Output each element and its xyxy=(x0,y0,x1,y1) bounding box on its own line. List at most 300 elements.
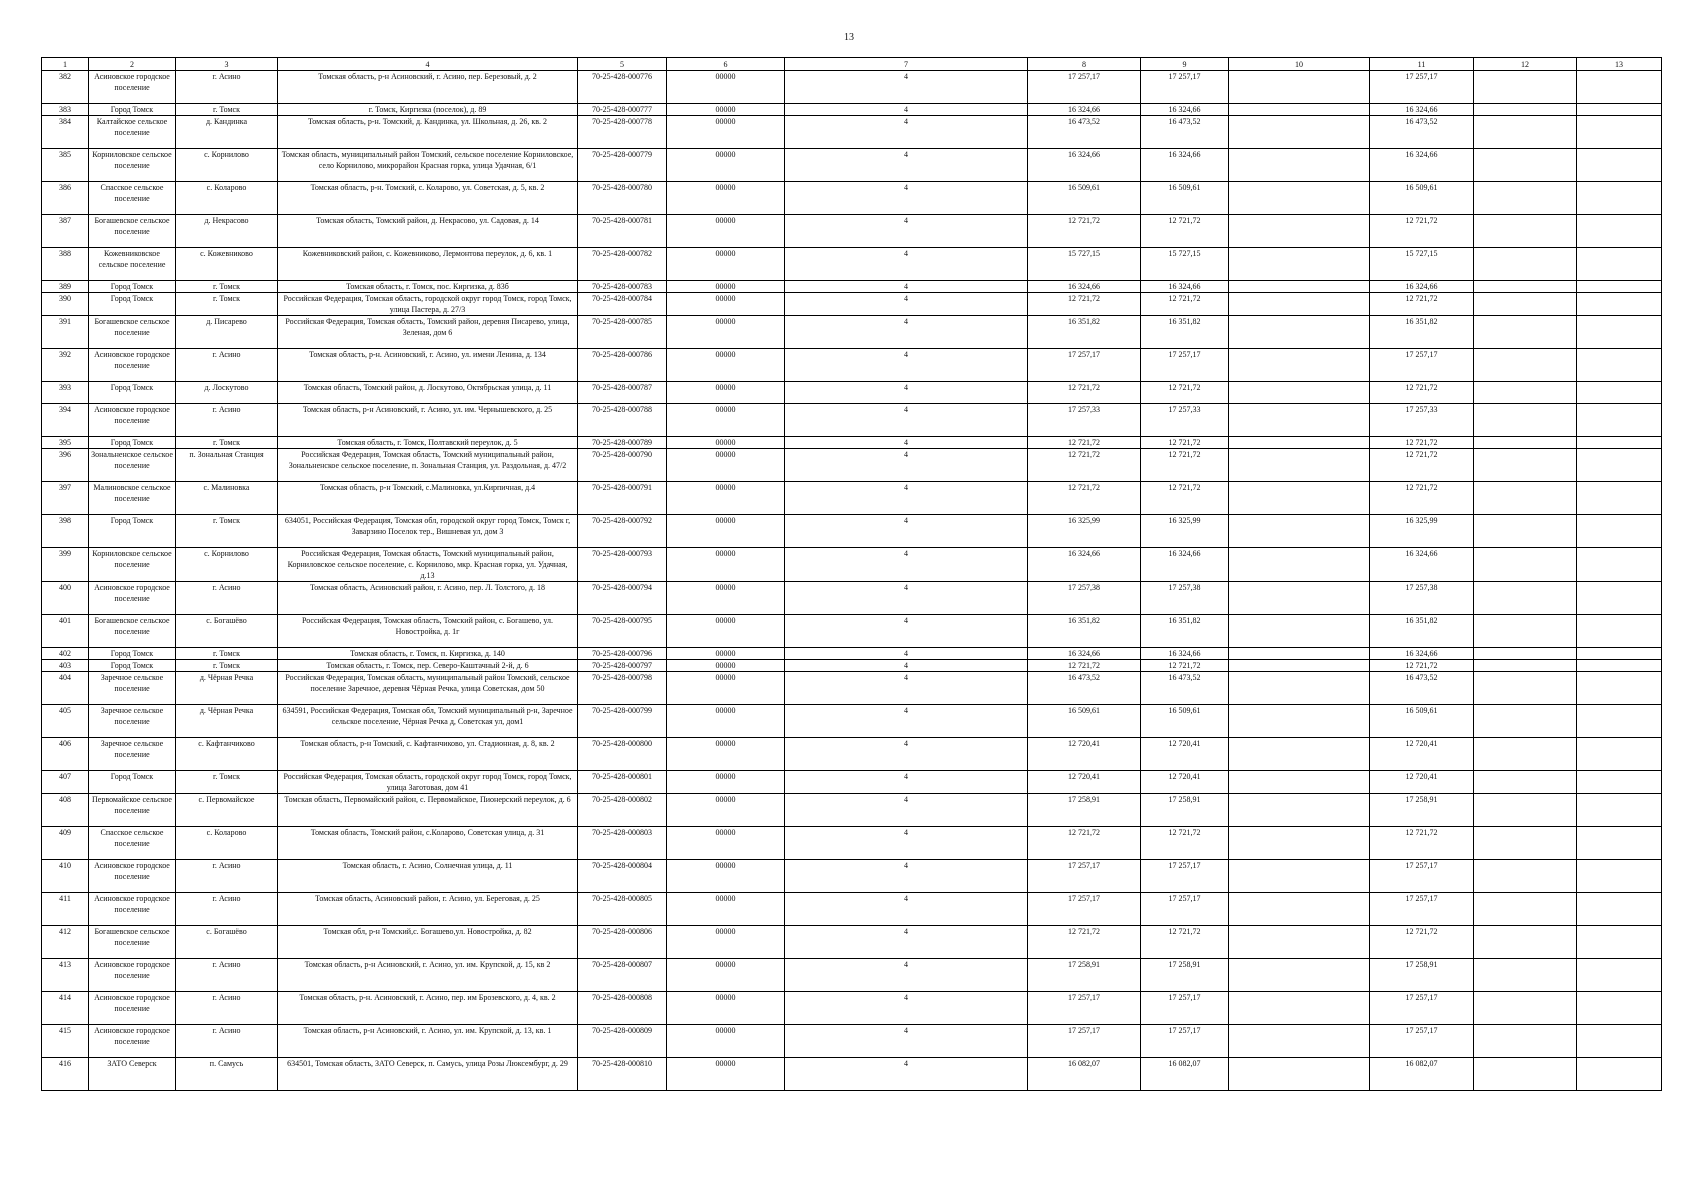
category-cell: 4 xyxy=(785,182,1028,215)
address-cell: Кожевниковский район, с. Кожевниково, Лермонтова переулок, д. 6, кв. 1 xyxy=(278,248,578,281)
code-00000-cell: 00000 xyxy=(667,1025,785,1058)
code-00000-cell: 00000 xyxy=(667,705,785,738)
table-row xyxy=(42,404,1662,437)
amount-col11-cell: 16 324,66 xyxy=(1370,104,1474,116)
address-cell: Томская область, р-н Асиновский, г. Асино, ул. им. Крупской, д. 15, кв 2 xyxy=(278,959,578,992)
value-col13-cell xyxy=(1577,449,1662,482)
settlement-cell: г. Асино xyxy=(176,1025,278,1058)
category-cell: 4 xyxy=(785,959,1028,992)
value-col12-cell xyxy=(1474,648,1577,660)
address-cell: Томская область, р-н Томский, с.Малиновка, ул.Кирпичная, д.4 xyxy=(278,482,578,515)
table-row xyxy=(42,182,1662,215)
amount-col11-cell: 17 257,17 xyxy=(1370,893,1474,926)
category-cell: 4 xyxy=(785,515,1028,548)
code-00000-cell: 00000 xyxy=(667,1058,785,1091)
amount-col8-cell: 15 727,15 xyxy=(1028,248,1141,281)
value-col12-cell xyxy=(1474,672,1577,705)
settlement-cell: г. Асино xyxy=(176,404,278,437)
table-row xyxy=(42,548,1662,582)
value-col10-cell xyxy=(1229,959,1370,992)
address-cell: Томская область, г. Томск, пер. Северо-Каштачный 2-й, д. 6 xyxy=(278,660,578,672)
code-00000-cell: 00000 xyxy=(667,548,785,582)
table-row xyxy=(42,1058,1662,1091)
value-col13-cell xyxy=(1577,149,1662,182)
value-col10-cell xyxy=(1229,705,1370,738)
table-row xyxy=(42,672,1662,705)
code-00000-cell: 00000 xyxy=(667,992,785,1025)
amount-col8-cell: 12 721,72 xyxy=(1028,437,1141,449)
amount-col9-cell: 17 257,17 xyxy=(1141,71,1229,104)
amount-col11-cell: 17 257,17 xyxy=(1370,1025,1474,1058)
value-col12-cell xyxy=(1474,548,1577,582)
address-cell: Томская область, р-н. Асиновский, г. Асино, пер. им Брозевского, д. 4, кв. 2 xyxy=(278,992,578,1025)
row-number-cell: 400 xyxy=(42,582,89,615)
amount-col9-cell: 16 082,07 xyxy=(1141,1058,1229,1091)
amount-col11-cell: 16 325,99 xyxy=(1370,515,1474,548)
municipality-cell: Город Томск xyxy=(89,771,176,794)
municipality-cell: Город Томск xyxy=(89,104,176,116)
amount-col11-cell: 17 257,17 xyxy=(1370,992,1474,1025)
amount-col8-cell: 16 324,66 xyxy=(1028,281,1141,293)
table-row xyxy=(42,660,1662,672)
value-col10-cell xyxy=(1229,349,1370,382)
value-col13-cell xyxy=(1577,1025,1662,1058)
value-col12-cell xyxy=(1474,71,1577,104)
municipality-cell: Город Томск xyxy=(89,660,176,672)
value-col12-cell xyxy=(1474,926,1577,959)
registry-code-cell: 70-25-428-000802 xyxy=(578,794,667,827)
amount-col11-cell: 17 257,17 xyxy=(1370,860,1474,893)
municipality-cell: Город Томск xyxy=(89,293,176,316)
table-row xyxy=(42,293,1662,316)
settlement-cell: г. Асино xyxy=(176,582,278,615)
value-col13-cell xyxy=(1577,582,1662,615)
category-cell: 4 xyxy=(785,1025,1028,1058)
amount-col11-cell: 16 351,82 xyxy=(1370,615,1474,648)
value-col13-cell xyxy=(1577,548,1662,582)
row-number-cell: 391 xyxy=(42,316,89,349)
value-col10-cell xyxy=(1229,437,1370,449)
address-cell: Российская Федерация, Томская область, Томский район, с. Богашево, ул. Новостройка, д. 1г xyxy=(278,615,578,648)
code-00000-cell: 00000 xyxy=(667,648,785,660)
code-00000-cell: 00000 xyxy=(667,893,785,926)
column-header: 5 xyxy=(578,58,667,71)
category-cell: 4 xyxy=(785,794,1028,827)
settlement-cell: п. Зональная Станция xyxy=(176,449,278,482)
category-cell: 4 xyxy=(785,660,1028,672)
value-col12-cell xyxy=(1474,515,1577,548)
registry-code-cell: 70-25-428-000792 xyxy=(578,515,667,548)
code-00000-cell: 00000 xyxy=(667,281,785,293)
value-col10-cell xyxy=(1229,672,1370,705)
value-col13-cell xyxy=(1577,893,1662,926)
code-00000-cell: 00000 xyxy=(667,615,785,648)
amount-col8-cell: 17 257,17 xyxy=(1028,992,1141,1025)
value-col13-cell xyxy=(1577,248,1662,281)
row-number-cell: 389 xyxy=(42,281,89,293)
registry-code-cell: 70-25-428-000803 xyxy=(578,827,667,860)
value-col10-cell xyxy=(1229,1058,1370,1091)
row-number-cell: 406 xyxy=(42,738,89,771)
settlement-cell: г. Асино xyxy=(176,893,278,926)
value-col10-cell xyxy=(1229,992,1370,1025)
column-header: 10 xyxy=(1229,58,1370,71)
municipality-cell: Асиновское городское поселение xyxy=(89,893,176,926)
address-cell: Томская область, муниципальный район Томский, сельское поселение Корниловское, село Корнилово, микрорайон Красная горка, улица Удачная, 6/1 xyxy=(278,149,578,182)
amount-col9-cell: 16 325,99 xyxy=(1141,515,1229,548)
registry-code-cell: 70-25-428-000785 xyxy=(578,316,667,349)
amount-col8-cell: 17 257,33 xyxy=(1028,404,1141,437)
table-row xyxy=(42,582,1662,615)
value-col12-cell xyxy=(1474,827,1577,860)
amount-col9-cell: 12 721,72 xyxy=(1141,382,1229,404)
category-cell: 4 xyxy=(785,248,1028,281)
value-col13-cell xyxy=(1577,182,1662,215)
table-row xyxy=(42,992,1662,1025)
value-col10-cell xyxy=(1229,316,1370,349)
category-cell: 4 xyxy=(785,104,1028,116)
row-number-cell: 402 xyxy=(42,648,89,660)
amount-col8-cell: 16 082,07 xyxy=(1028,1058,1141,1091)
value-col12-cell xyxy=(1474,482,1577,515)
municipality-cell: Зональненское сельское поселение xyxy=(89,449,176,482)
amount-col9-cell: 12 721,72 xyxy=(1141,293,1229,316)
settlement-cell: г. Асино xyxy=(176,349,278,382)
code-00000-cell: 00000 xyxy=(667,582,785,615)
address-cell: Томская область, Томский район, д. Лоскутово, Октябрьская улица, д. 11 xyxy=(278,382,578,404)
amount-col8-cell: 16 324,66 xyxy=(1028,648,1141,660)
value-col12-cell xyxy=(1474,992,1577,1025)
value-col13-cell xyxy=(1577,515,1662,548)
amount-col11-cell: 17 258,91 xyxy=(1370,794,1474,827)
value-col10-cell xyxy=(1229,515,1370,548)
amount-col11-cell: 12 721,72 xyxy=(1370,482,1474,515)
registry-code-cell: 70-25-428-000805 xyxy=(578,893,667,926)
amount-col8-cell: 17 258,91 xyxy=(1028,794,1141,827)
row-number-cell: 401 xyxy=(42,615,89,648)
code-00000-cell: 00000 xyxy=(667,182,785,215)
value-col12-cell xyxy=(1474,104,1577,116)
registry-code-cell: 70-25-428-000797 xyxy=(578,660,667,672)
amount-col8-cell: 17 257,17 xyxy=(1028,71,1141,104)
settlement-cell: д. Писарево xyxy=(176,316,278,349)
row-number-cell: 416 xyxy=(42,1058,89,1091)
value-col10-cell xyxy=(1229,660,1370,672)
value-col10-cell xyxy=(1229,1025,1370,1058)
row-number-cell: 412 xyxy=(42,926,89,959)
amount-col9-cell: 12 721,72 xyxy=(1141,482,1229,515)
value-col12-cell xyxy=(1474,582,1577,615)
column-header: 8 xyxy=(1028,58,1141,71)
value-col13-cell xyxy=(1577,215,1662,248)
value-col10-cell xyxy=(1229,281,1370,293)
municipality-cell: Асиновское городское поселение xyxy=(89,404,176,437)
amount-col11-cell: 12 721,72 xyxy=(1370,215,1474,248)
value-col12-cell xyxy=(1474,860,1577,893)
amount-col8-cell: 12 721,72 xyxy=(1028,215,1141,248)
value-col13-cell xyxy=(1577,738,1662,771)
municipality-cell: Заречное сельское поселение xyxy=(89,672,176,705)
amount-col11-cell: 12 721,72 xyxy=(1370,827,1474,860)
value-col13-cell xyxy=(1577,660,1662,672)
municipality-cell: Богашевское сельское поселение xyxy=(89,926,176,959)
value-col10-cell xyxy=(1229,104,1370,116)
amount-col8-cell: 16 509,61 xyxy=(1028,705,1141,738)
table-row xyxy=(42,382,1662,404)
amount-col11-cell: 16 473,52 xyxy=(1370,116,1474,149)
amount-col9-cell: 16 509,61 xyxy=(1141,182,1229,215)
amount-col11-cell: 17 257,17 xyxy=(1370,349,1474,382)
category-cell: 4 xyxy=(785,992,1028,1025)
code-00000-cell: 00000 xyxy=(667,248,785,281)
category-cell: 4 xyxy=(785,1058,1028,1091)
amount-col8-cell: 16 509,61 xyxy=(1028,182,1141,215)
table-row xyxy=(42,71,1662,104)
amount-col11-cell: 12 721,72 xyxy=(1370,926,1474,959)
amount-col9-cell: 17 257,17 xyxy=(1141,349,1229,382)
municipality-cell: Кожевниковское сельское поселение xyxy=(89,248,176,281)
value-col12-cell xyxy=(1474,293,1577,316)
address-cell: Томская область, р-н Асиновский, г. Асино, ул. им. Чернышевского, д. 25 xyxy=(278,404,578,437)
code-00000-cell: 00000 xyxy=(667,771,785,794)
code-00000-cell: 00000 xyxy=(667,660,785,672)
row-number-cell: 398 xyxy=(42,515,89,548)
amount-col8-cell: 16 325,99 xyxy=(1028,515,1141,548)
registry-code-cell: 70-25-428-000798 xyxy=(578,672,667,705)
address-cell: Российская Федерация, Томская область, городской округ город Томск, город Томск, улица Заготовая, дом 41 xyxy=(278,771,578,794)
table-row xyxy=(42,281,1662,293)
value-col10-cell xyxy=(1229,648,1370,660)
municipality-cell: Город Томск xyxy=(89,281,176,293)
category-cell: 4 xyxy=(785,548,1028,582)
table-row xyxy=(42,215,1662,248)
municipality-cell: Асиновское городское поселение xyxy=(89,860,176,893)
registry-code-cell: 70-25-428-000795 xyxy=(578,615,667,648)
row-number-cell: 403 xyxy=(42,660,89,672)
page-number: 13 xyxy=(844,32,854,43)
category-cell: 4 xyxy=(785,215,1028,248)
row-number-cell: 399 xyxy=(42,548,89,582)
registry-code-cell: 70-25-428-000799 xyxy=(578,705,667,738)
settlement-cell: с. Корнилово xyxy=(176,149,278,182)
address-cell: Томская область, р-н. Томский, с. Коларово, ул. Советская, д. 5, кв. 2 xyxy=(278,182,578,215)
category-cell: 4 xyxy=(785,582,1028,615)
value-col13-cell xyxy=(1577,992,1662,1025)
row-number-cell: 408 xyxy=(42,794,89,827)
code-00000-cell: 00000 xyxy=(667,316,785,349)
value-col10-cell xyxy=(1229,860,1370,893)
code-00000-cell: 00000 xyxy=(667,104,785,116)
municipality-cell: Город Томск xyxy=(89,648,176,660)
municipality-cell: Малиновское сельское поселение xyxy=(89,482,176,515)
settlement-cell: г. Асино xyxy=(176,860,278,893)
row-number-cell: 415 xyxy=(42,1025,89,1058)
table-row xyxy=(42,1025,1662,1058)
value-col10-cell xyxy=(1229,182,1370,215)
registry-code-cell: 70-25-428-000808 xyxy=(578,992,667,1025)
column-header: 1 xyxy=(42,58,89,71)
table-row xyxy=(42,316,1662,349)
municipality-cell: Заречное сельское поселение xyxy=(89,738,176,771)
row-number-cell: 396 xyxy=(42,449,89,482)
code-00000-cell: 00000 xyxy=(667,116,785,149)
column-number-row xyxy=(42,58,1662,71)
code-00000-cell: 00000 xyxy=(667,437,785,449)
row-number-cell: 384 xyxy=(42,116,89,149)
municipality-cell: Город Томск xyxy=(89,382,176,404)
column-header: 13 xyxy=(1577,58,1662,71)
value-col10-cell xyxy=(1229,827,1370,860)
value-col13-cell xyxy=(1577,437,1662,449)
registry-code-cell: 70-25-428-000782 xyxy=(578,248,667,281)
amount-col8-cell: 12 721,72 xyxy=(1028,382,1141,404)
table-row xyxy=(42,248,1662,281)
address-cell: Томская обл, р-н Томский,с. Богашево,ул. Новостройка, д. 82 xyxy=(278,926,578,959)
value-col13-cell xyxy=(1577,116,1662,149)
value-col10-cell xyxy=(1229,482,1370,515)
amount-col9-cell: 16 509,61 xyxy=(1141,705,1229,738)
amount-col9-cell: 12 721,72 xyxy=(1141,660,1229,672)
address-cell: Российская Федерация, Томская область, Томский муниципальный район, Корниловское сельское поселение, с. Корнилово, мкр. Красная горка, ул. Удачная, д.13 xyxy=(278,548,578,582)
amount-col9-cell: 15 727,15 xyxy=(1141,248,1229,281)
value-col12-cell xyxy=(1474,615,1577,648)
amount-col8-cell: 17 257,17 xyxy=(1028,1025,1141,1058)
address-cell: Российская Федерация, Томская область, муниципальный район Томский, сельское поселение Заречное, деревня Чёрная Речка, улица Советская, дом 50 xyxy=(278,672,578,705)
value-col10-cell xyxy=(1229,382,1370,404)
amount-col9-cell: 16 324,66 xyxy=(1141,548,1229,582)
row-number-cell: 407 xyxy=(42,771,89,794)
amount-col8-cell: 16 473,52 xyxy=(1028,116,1141,149)
municipality-cell: ЗАТО Северск xyxy=(89,1058,176,1091)
table-row xyxy=(42,482,1662,515)
table-row xyxy=(42,449,1662,482)
address-cell: Томская область, Первомайский район, с. Первомайское, Пионерский переулок, д. 6 xyxy=(278,794,578,827)
registry-code-cell: 70-25-428-000786 xyxy=(578,349,667,382)
value-col10-cell xyxy=(1229,404,1370,437)
amount-col9-cell: 17 257,17 xyxy=(1141,992,1229,1025)
amount-col11-cell: 17 257,33 xyxy=(1370,404,1474,437)
value-col12-cell xyxy=(1474,116,1577,149)
municipality-cell: Асиновское городское поселение xyxy=(89,71,176,104)
settlement-cell: г. Томск xyxy=(176,293,278,316)
value-col12-cell xyxy=(1474,316,1577,349)
table-row xyxy=(42,515,1662,548)
table-row xyxy=(42,959,1662,992)
address-cell: 634591, Российская Федерация, Томская обл, Томский муниципальный р-н, Заречное сельское поселение, Чёрная Речка д, Советская ул, дом1 xyxy=(278,705,578,738)
row-number-cell: 393 xyxy=(42,382,89,404)
column-header: 12 xyxy=(1474,58,1577,71)
municipality-cell: Асиновское городское поселение xyxy=(89,349,176,382)
settlement-cell: г. Асино xyxy=(176,992,278,1025)
settlement-cell: г. Асино xyxy=(176,959,278,992)
category-cell: 4 xyxy=(785,738,1028,771)
code-00000-cell: 00000 xyxy=(667,482,785,515)
amount-col11-cell: 16 324,66 xyxy=(1370,548,1474,582)
value-col13-cell xyxy=(1577,926,1662,959)
code-00000-cell: 00000 xyxy=(667,860,785,893)
municipality-cell: Богашевское сельское поселение xyxy=(89,215,176,248)
amount-col9-cell: 12 721,72 xyxy=(1141,827,1229,860)
settlement-cell: с. Кафтанчиково xyxy=(176,738,278,771)
value-col10-cell xyxy=(1229,71,1370,104)
code-00000-cell: 00000 xyxy=(667,449,785,482)
amount-col8-cell: 12 721,72 xyxy=(1028,660,1141,672)
value-col12-cell xyxy=(1474,149,1577,182)
value-col12-cell xyxy=(1474,349,1577,382)
value-col12-cell xyxy=(1474,437,1577,449)
address-cell: 634501, Томская область, ЗАТО Северск, п. Самусь, улица Розы Люксембург, д. 29 xyxy=(278,1058,578,1091)
row-number-cell: 409 xyxy=(42,827,89,860)
value-col13-cell xyxy=(1577,1058,1662,1091)
code-00000-cell: 00000 xyxy=(667,215,785,248)
value-col10-cell xyxy=(1229,449,1370,482)
code-00000-cell: 00000 xyxy=(667,672,785,705)
value-col12-cell xyxy=(1474,893,1577,926)
table-row xyxy=(42,705,1662,738)
amount-col9-cell: 16 324,66 xyxy=(1141,104,1229,116)
amount-col9-cell: 17 257,33 xyxy=(1141,404,1229,437)
registry-code-cell: 70-25-428-000778 xyxy=(578,116,667,149)
address-cell: г. Томск, Киргизка (поселок), д. 89 xyxy=(278,104,578,116)
address-cell: Томская область, г. Томск, Полтавский переулок, д. 5 xyxy=(278,437,578,449)
address-cell: Томская область, р-н Томский, с. Кафтанчиково, ул. Стадионная, д. 8, кв. 2 xyxy=(278,738,578,771)
row-number-cell: 387 xyxy=(42,215,89,248)
code-00000-cell: 00000 xyxy=(667,926,785,959)
code-00000-cell: 00000 xyxy=(667,827,785,860)
value-col13-cell xyxy=(1577,316,1662,349)
municipality-cell: Корниловское сельское поселение xyxy=(89,149,176,182)
table-row xyxy=(42,771,1662,794)
column-header: 6 xyxy=(667,58,785,71)
settlement-cell: д. Лоскутово xyxy=(176,382,278,404)
municipality-cell: Богашевское сельское поселение xyxy=(89,615,176,648)
category-cell: 4 xyxy=(785,437,1028,449)
registry-code-cell: 70-25-428-000810 xyxy=(578,1058,667,1091)
category-cell: 4 xyxy=(785,349,1028,382)
table-row xyxy=(42,104,1662,116)
registry-code-cell: 70-25-428-000809 xyxy=(578,1025,667,1058)
amount-col11-cell: 16 473,52 xyxy=(1370,672,1474,705)
amount-col8-cell: 16 351,82 xyxy=(1028,316,1141,349)
amount-col8-cell: 12 720,41 xyxy=(1028,738,1141,771)
address-cell: Российская Федерация, Томская область, городской округ город Томск, город Томск, улица Пастера, д. 27/3 xyxy=(278,293,578,316)
registry-code-cell: 70-25-428-000806 xyxy=(578,926,667,959)
address-cell: Томская область, г. Томск, пос. Киргизка, д. 83б xyxy=(278,281,578,293)
amount-col11-cell: 12 721,72 xyxy=(1370,382,1474,404)
amount-col8-cell: 16 324,66 xyxy=(1028,548,1141,582)
value-col13-cell xyxy=(1577,794,1662,827)
address-cell: Томская область, р-н. Асиновский, г. Асино, ул. имени Ленина, д. 134 xyxy=(278,349,578,382)
amount-col8-cell: 16 351,82 xyxy=(1028,615,1141,648)
category-cell: 4 xyxy=(785,648,1028,660)
settlement-cell: с. Корнилово xyxy=(176,548,278,582)
category-cell: 4 xyxy=(785,404,1028,437)
registry-code-cell: 70-25-428-000780 xyxy=(578,182,667,215)
registry-code-cell: 70-25-428-000781 xyxy=(578,215,667,248)
settlement-cell: г. Томск xyxy=(176,660,278,672)
row-number-cell: 410 xyxy=(42,860,89,893)
category-cell: 4 xyxy=(785,149,1028,182)
category-cell: 4 xyxy=(785,926,1028,959)
amount-col9-cell: 17 258,91 xyxy=(1141,794,1229,827)
amount-col9-cell: 17 257,38 xyxy=(1141,582,1229,615)
category-cell: 4 xyxy=(785,893,1028,926)
table-row xyxy=(42,648,1662,660)
code-00000-cell: 00000 xyxy=(667,738,785,771)
value-col10-cell xyxy=(1229,738,1370,771)
amount-col8-cell: 17 257,17 xyxy=(1028,860,1141,893)
municipality-cell: Асиновское городское поселение xyxy=(89,1025,176,1058)
